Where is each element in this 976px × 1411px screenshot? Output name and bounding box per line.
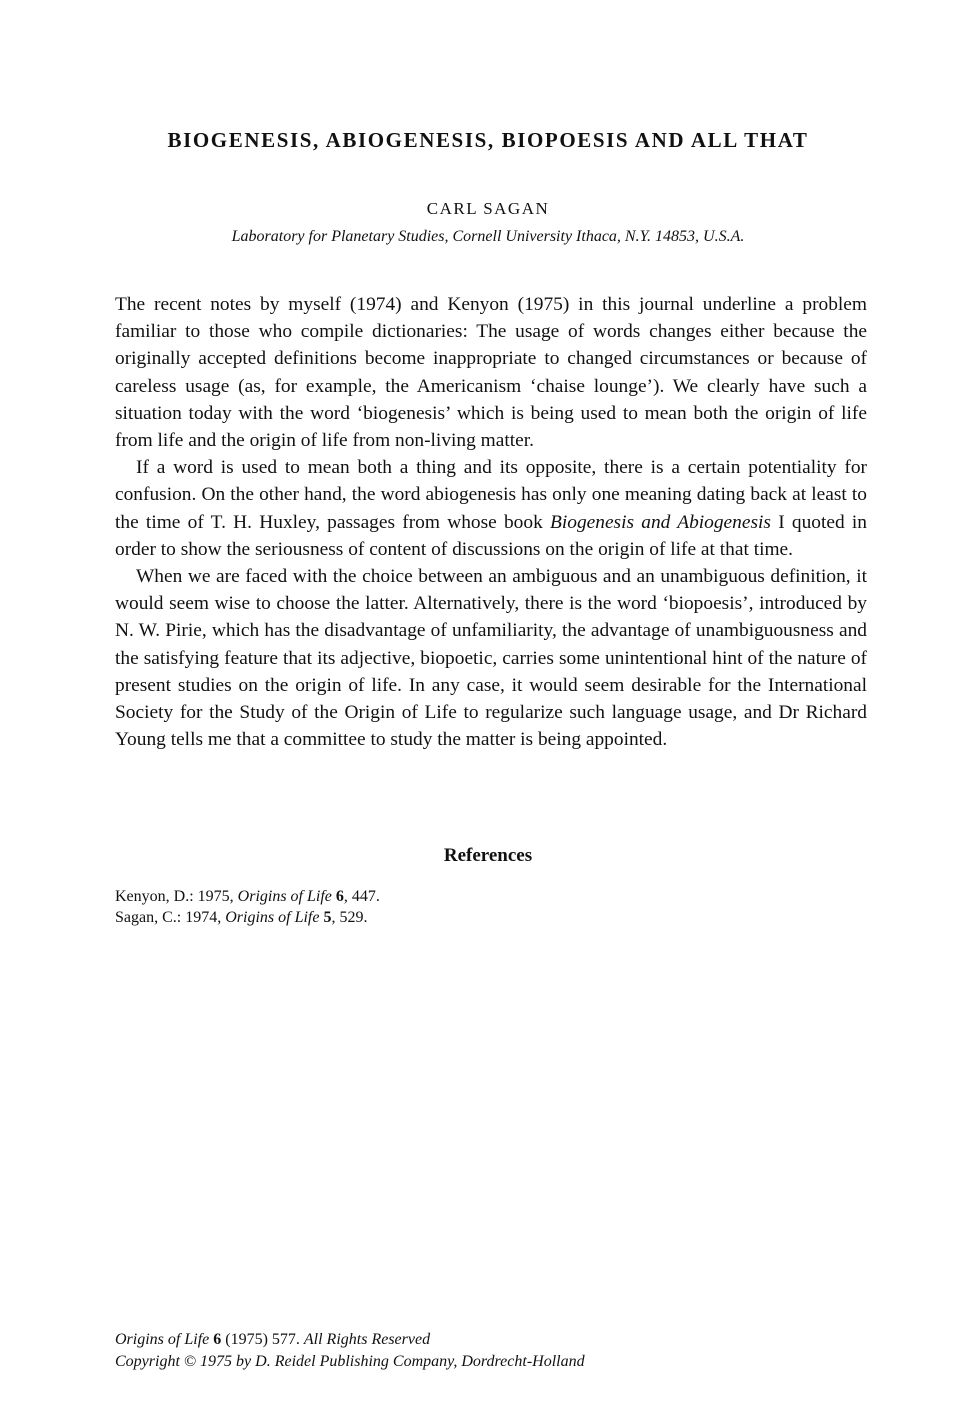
- paragraph-2: [115, 454, 867, 563]
- references-heading: References: [443, 845, 533, 866]
- reference-item: [115, 886, 380, 907]
- reference-pages: , 447.: [343, 888, 380, 905]
- book-title: Biogenesis and Abiogenesis: [550, 511, 771, 533]
- reference-journal: Origins of Life: [237, 888, 332, 905]
- paragraph-1: The recent notes by myself (1974) and Kenyon (1975) in this journal underline a problem familiar to those who compile dictionaries: The usage of words changes either because the originally accepted definitions become inappropriate to changed circumstances or because of careless usage (as, for example, the Americanism ‘chaise lounge’). We clearly have such a situation today with the word ‘biogenesis’ which is being used to mean both the origin of life from life and the origin of life from non-living matter.: [115, 294, 867, 452]
- reference-journal: Origins of Life: [225, 909, 320, 926]
- footer-details: (1975) 577.: [221, 1331, 304, 1348]
- paragraph-2-text-b: I quoted in order to show the seriousness of content of discussions on the origin of life at that time.: [115, 511, 867, 560]
- reference-pages: , 529.: [331, 909, 368, 926]
- reference-author: Sagan, C.: 1974,: [115, 909, 226, 926]
- references-list: [115, 886, 380, 928]
- reference-item: [115, 907, 380, 928]
- reference-author: Kenyon, D.: 1975,: [115, 888, 238, 905]
- paragraph-3: When we are faced with the choice between an ambiguous and an unambiguous definition, it would seem wise to choose the latter. Alternatively, there is the word ‘biopoesis’, introduced by N. W. Pirie, which has the disadvantage of unfamiliarity, the advantage of unambiguousness and the satisfying feature that its adjective, biopoetic, carries some unintentional hint of the nature of present studies on the origin of life. In any case, it would seem desirable for the International Society for the Study of the Origin of Life to regularize such language usage, and Dr Richard Young tells me that a committee to study the matter is being appointed.: [115, 566, 867, 751]
- footer: [115, 1329, 585, 1373]
- footer-volume: 6: [213, 1331, 222, 1348]
- paper-title: BIOGENESIS, ABIOGENESIS, BIOPOESIS AND ALL THAT: [167, 128, 809, 152]
- paragraph-2-text-a: If a word is used to mean both a thing and its opposite, there is a certain potentiality for confusion. On the other hand, the word abiogenesis has only one meaning dating back at least to the time of T. H. Huxley, passages from whose book: [115, 457, 867, 533]
- footer-journal: Origins of Life: [115, 1331, 210, 1348]
- reference-volume: 5: [323, 909, 332, 926]
- footer-copyright: Copyright © 1975 by D. Reidel Publishing Company, Dordrecht-Holland: [115, 1353, 585, 1370]
- reference-volume: 6: [335, 888, 344, 905]
- footer-rights: All Rights Reserved: [303, 1331, 431, 1348]
- body-text: [115, 291, 867, 753]
- footer-citation: [115, 1329, 585, 1351]
- author-affiliation: Laboratory for Planetary Studies, Cornell University Ithaca, N.Y. 14853, U.S.A.: [231, 228, 745, 245]
- author-name: CARL SAGAN: [426, 199, 550, 218]
